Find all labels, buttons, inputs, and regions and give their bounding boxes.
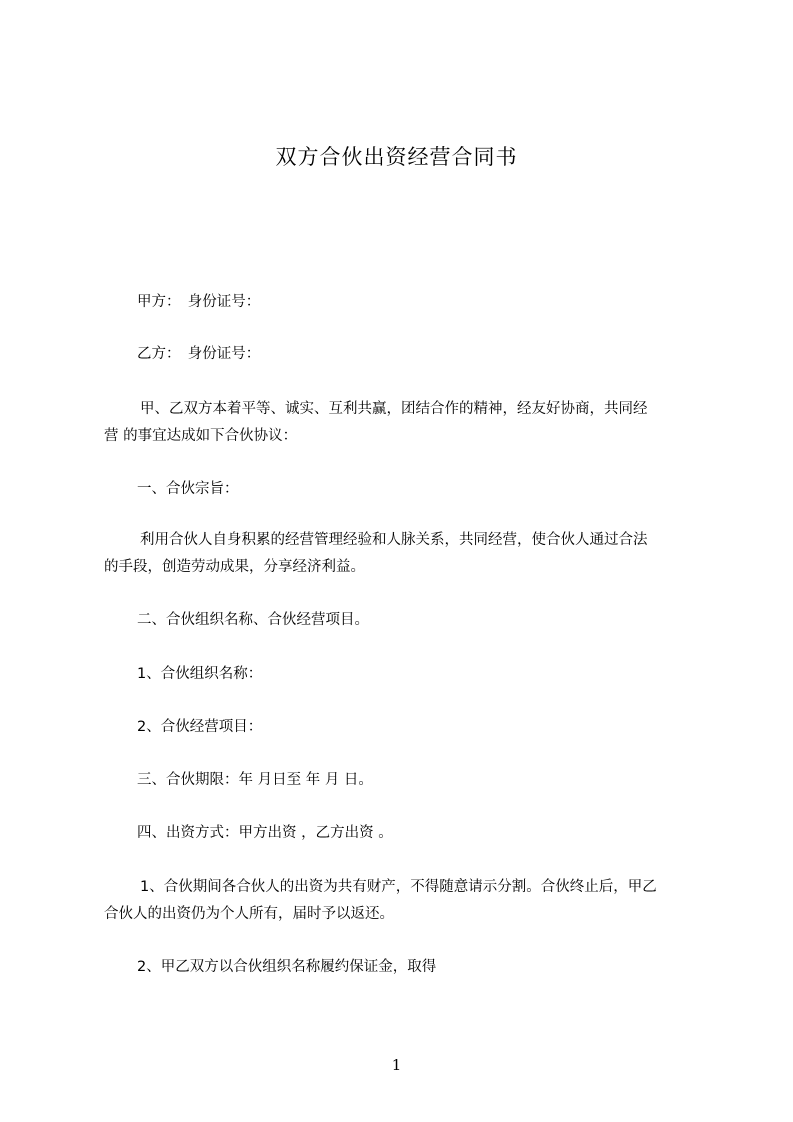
- section-2-item-2: 2、合伙经营项目：: [137, 719, 263, 735]
- section-4-heading: 四、出资方式：甲方出资 ，乙方出资 。: [137, 825, 393, 841]
- section-2-heading: 二、合伙组织名称、合伙经营项目。: [137, 612, 369, 628]
- party-a-line: 甲方： 身份证号：: [137, 294, 261, 310]
- section-1-paragraph: [104, 527, 704, 581]
- section-3-heading: 三、合伙期限：年 月日至 年 月 日。: [137, 772, 373, 788]
- party-b-line: 乙方： 身份证号：: [137, 346, 261, 362]
- page-number: 1: [391, 1056, 402, 1074]
- section-4-item-2: 2、甲乙双方以合伙组织名称履约保证金，取得: [137, 959, 437, 975]
- section-4-item-1-line-2: 合伙人的出资仍为个人所有，届时予以返还。: [104, 906, 394, 922]
- section-2-item-1: 1、合伙组织名称：: [137, 666, 263, 682]
- document-title: 双方合伙出资经营合同书: [275, 145, 518, 169]
- section-1-line-2: 的手段，创造劳动成果，分享经济利益。: [104, 559, 365, 575]
- intro-line-1: 甲、乙双方本着平等、诚实、互利共赢，团结合作的精神，经友好协商，共同经: [140, 401, 648, 417]
- intro-line-2: 营 的事宜达成如下合伙协议：: [104, 428, 298, 444]
- section-4-item-1-paragraph: [104, 874, 704, 928]
- section-1-heading: 一、合伙宗旨：: [137, 481, 239, 497]
- section-4-item-1-line-1: 1、合伙期间各合伙人的出资为共有财产，不得随意请示分割。合伙终止后，甲乙: [140, 879, 657, 895]
- section-1-line-1: 利用合伙人自身积累的经营管理经验和人脉关系，共同经营，使合伙人通过合法: [140, 532, 648, 548]
- intro-paragraph: [104, 396, 704, 450]
